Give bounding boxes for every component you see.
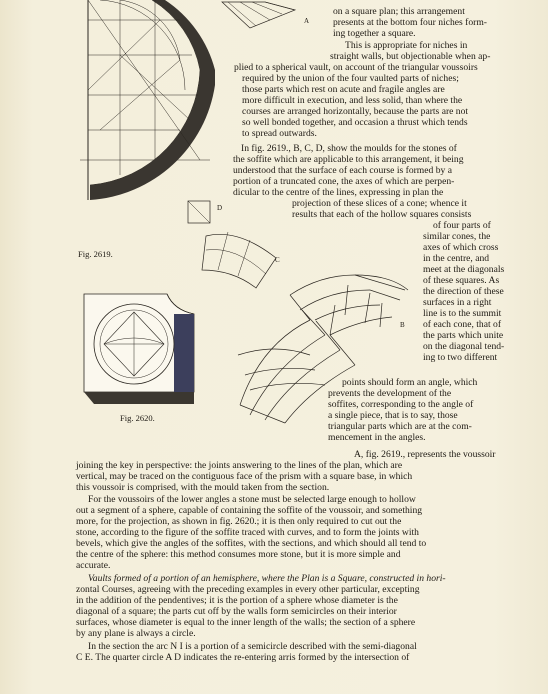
text-paragraph-3 — [76, 460, 412, 493]
text-line: presents at the bottom four niches form- — [333, 17, 487, 28]
text-line: mencement in the angles. — [328, 432, 426, 443]
text-line: Vaults formed of a portion of an hemisphere, where the Plan is a Square, constructed in hori- — [88, 573, 446, 584]
text-line: straight walls, but objectionable when ap- — [330, 51, 491, 62]
text-line: axes of which cross — [423, 242, 499, 253]
text-paragraph-2-lower — [328, 377, 477, 443]
text-paragraph-2 — [233, 143, 464, 198]
text-line: surfaces, whose diameter is equal to the inner length of the walls; the section of a sphere — [76, 617, 416, 628]
text-paragraph-6 — [76, 641, 417, 663]
figure-2619-plan — [80, 0, 220, 205]
text-line: the soffite which are applicable to this arrangement, it being — [233, 154, 464, 165]
text-paragraph-2-mid — [292, 198, 471, 220]
label-d: D — [217, 204, 223, 212]
text-line: projection of these slices of a cone; whence it — [292, 198, 467, 209]
text-line: of each cone, that of — [423, 319, 502, 330]
text-line: by any plane is always a circle. — [76, 628, 196, 639]
text-line: similar cones, the — [423, 231, 491, 242]
text-paragraph-5 — [76, 573, 446, 639]
text-line: so well bonded together, and occasion a thrust which tends — [242, 117, 468, 128]
text-line: ing together a square. — [333, 28, 416, 39]
text-line: dicular to the centre of the lines, expressing in plan the — [233, 187, 444, 198]
text-line: a single piece, that is to say, those — [328, 410, 458, 421]
text-line: in the addition of the pendentives; it is the portion of a sphere whose diameter is the — [76, 595, 398, 606]
text-line: soffites, corresponding to the angle of — [328, 399, 474, 410]
text-line: understood that the surface of each course is formed by a — [233, 165, 452, 176]
text-line: In fig. 2619., B, C, D, show the moulds for the stones of — [241, 143, 457, 154]
text-line: prevents the development of the — [328, 388, 452, 399]
text-line: bevels, which give the angles of the soffites, with the sections, and which should all tend to — [76, 538, 427, 549]
fig-2620-caption: Fig. 2620. — [120, 413, 155, 423]
text-line: surfaces in a right — [423, 297, 492, 308]
text-line: In the section the arc N I is a portion of a semicircle described with the semi-diagonal — [88, 641, 417, 652]
text-line: more, for the projection, as shown in fig. 2620.; it is then only required to cut out the — [76, 516, 402, 527]
text-line: triangular parts which are at the com- — [328, 421, 472, 432]
text-line: on a square plan; this arrangement — [333, 6, 465, 17]
text-line: line is to the summit — [423, 308, 502, 319]
text-line: this voussoir is comprised, with the mould taken from the section. — [76, 482, 330, 493]
text-line: of four parts of — [433, 220, 491, 231]
text-paragraph-4 — [76, 494, 426, 571]
text-line: joining the key in perspective: the joints answering to the lines of the plan, which are — [76, 460, 403, 471]
text-line: C E. The quarter circle A D indicates the re-entering arris formed by the intersection of — [76, 652, 410, 663]
figure-2620-block — [82, 292, 202, 417]
text-line: This is appropriate for niches in — [345, 40, 468, 51]
label-a: A — [304, 17, 310, 25]
text-line: courses are arranged horizontally, because the parts are not — [242, 106, 469, 117]
text-line: accurate. — [76, 560, 111, 571]
label-c: C — [275, 256, 280, 264]
text-line: of these squares. As — [423, 275, 500, 286]
text-line: the centre of the sphere: this method consumes more stone, but it is more simple and — [76, 549, 401, 560]
text-line: vertical, may be traced on the contiguous face of the prism with a square base, in which — [76, 471, 413, 482]
text-line: diagonal of a square; the parts cut off by the walls form semicircles on their interior — [76, 606, 397, 617]
text-paragraph-2-narrow — [423, 220, 528, 363]
text-paragraph-1 — [234, 40, 491, 139]
text-line: the direction of these — [423, 286, 504, 297]
text-top-block — [333, 6, 487, 39]
text-line: points should form an angle, which — [342, 377, 478, 388]
text-line: required by the union of the four vaulted parts of niches; — [242, 73, 459, 84]
fig-2619-caption: Fig. 2619. — [78, 249, 113, 259]
text-line: portion of a truncated cone, the axes of which are perpen- — [233, 176, 455, 187]
text-line: to spread outwards. — [242, 128, 317, 139]
text-line: For the voussoirs of the lower angles a stone must be selected large enough to hollow — [88, 494, 416, 505]
text-line: out a segment of a sphere, capable of containing the soffite of the voussoir, and something — [76, 505, 423, 516]
text-line: those parts which rest on acute and fragile angles are — [242, 84, 445, 95]
text-line: results that each of the hollow squares consists — [292, 209, 472, 220]
text-line: on the diagonal tend- — [423, 341, 505, 352]
text-paragraph-3-first — [354, 449, 496, 460]
text-line: plied to a spherical vault, on account of the triangular voussoirs — [234, 62, 478, 73]
text-line: in the centre, and — [423, 253, 490, 264]
text-line: A, fig. 2619., represents the voussoir — [354, 449, 496, 460]
figure-2619-mould-d — [185, 198, 215, 228]
text-line: ing to two different — [423, 352, 498, 363]
text-line: zontal Courses, agreeing with the preceding examples in every other particular, excepting — [76, 584, 420, 595]
text-line: meet at the diagonals — [423, 264, 505, 275]
text-line: more difficult in execution, and less solid, than where the — [242, 95, 463, 106]
label-b: B — [400, 321, 405, 329]
text-line: stone, according to the figure of the soffite traced with curves, and to form the joints with — [76, 527, 419, 538]
text-line: the parts which unite — [423, 330, 504, 341]
figure-2619-voussoir-a — [220, 0, 300, 30]
